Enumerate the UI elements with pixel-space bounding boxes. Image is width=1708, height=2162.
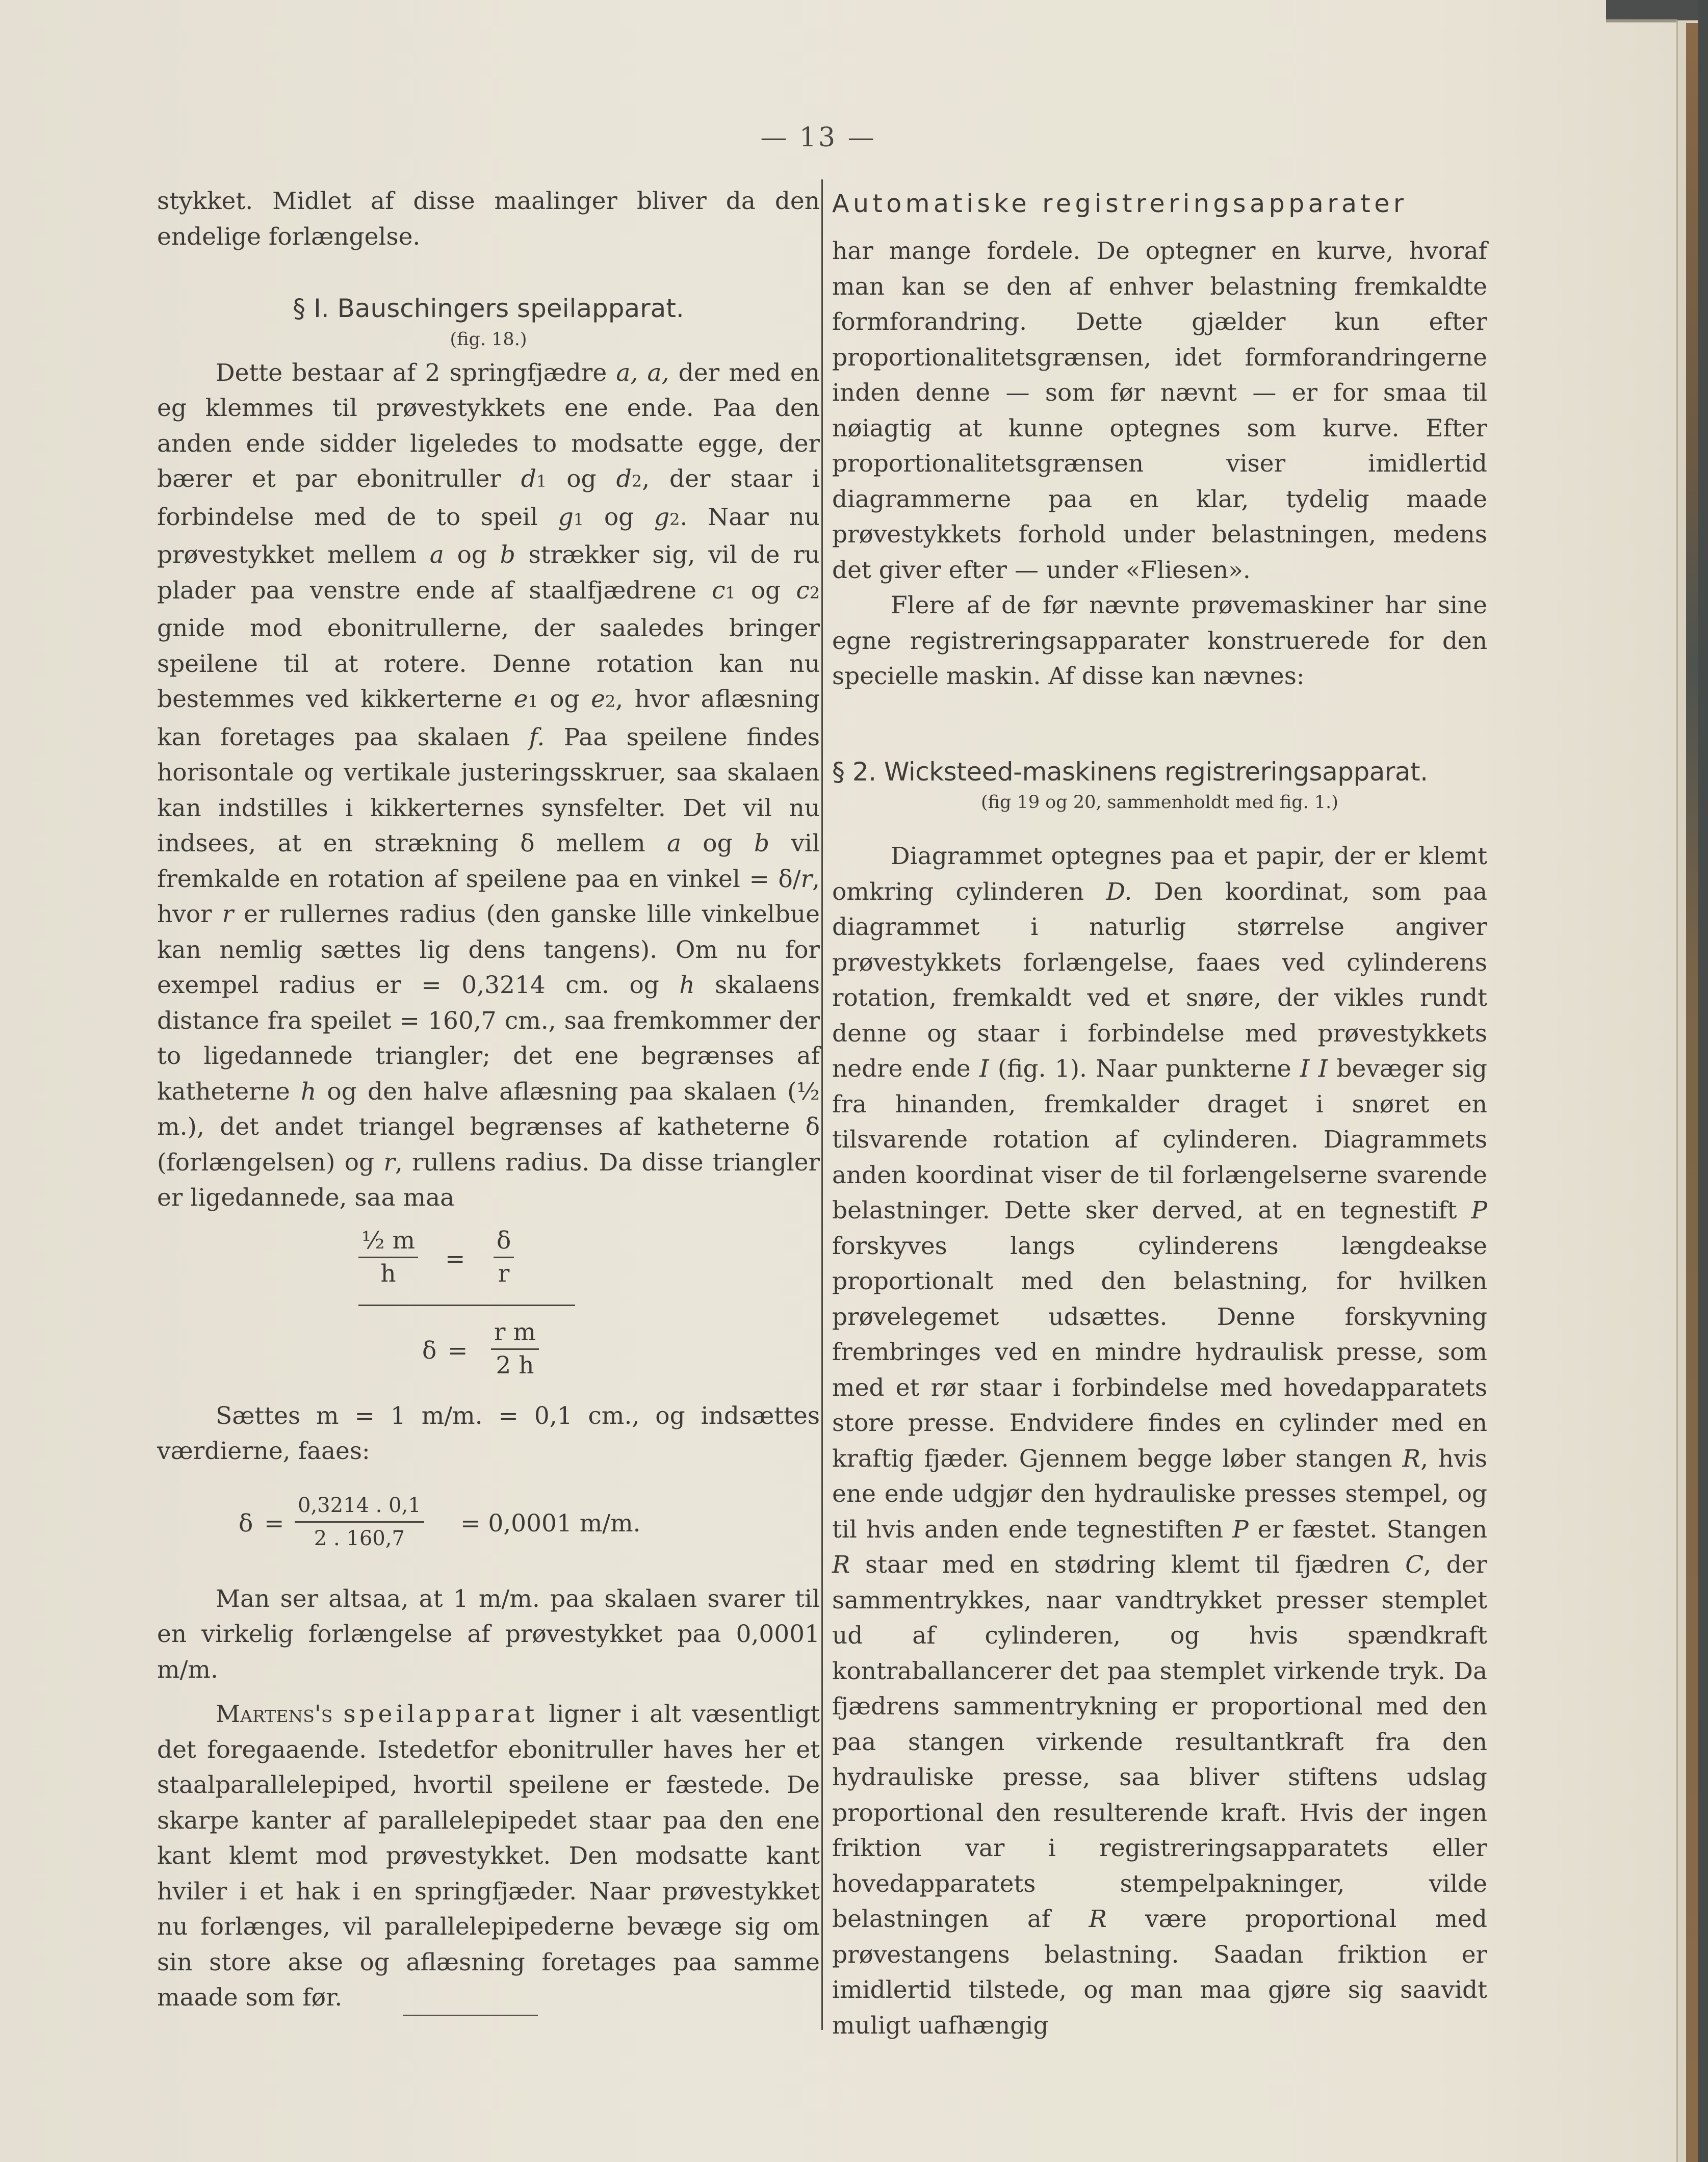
derivation-rule [358, 1305, 575, 1306]
column-divider [821, 179, 823, 2030]
numerator: δ [494, 1225, 514, 1258]
fraction-numeric [295, 1490, 424, 1554]
denominator: r [498, 1259, 510, 1288]
paragraph-wicksteed: Diagrammet optegnes paa et papir, der er klemt omkring cylinderen D. Den koordinat, som paa diagrammet i naturlig størrelse angiver prøvestykkets forlængelse, faaes ved cylinderens rotation, fremkaldt ved et snøre, der vikles rundt denne og staar i forbindelse med prøvestykkets nedre ende I (fig. 1). Naar punkterne I I bevæger sig fra hinanden, fremkalder draget i snøret en tilsvarende rotation af cylinderen. Diagrammets anden koordinat viser de til forlængelserne svarende belastninger. Dette sker derved, at en tegnestift P forskyves langs cylinderens længdeakse proportionalt med den belastning, for hvilken prøvelegemet udsættes. Denne forskyvning frembringes ved en mindre hydraulisk presse, som med et rør staar i forbindelse med hovedapparatets store presse. Endvidere findes en cylinder med en kraftig fjæder. Gjennem begge løber stangen R, hvis ene ende udgjør den hydrauliske presses stempel, og til hvis anden ende tegnestiften P er fæstet. Stangen R staar med en stødring klemt til fjædren C, der sammentrykkes, naar vandtrykket presser stemplet ud af cylinderen, og hvis spændkraft kontraballancerer det paa stemplet virkende tryk. Da fjædrens sammentrykning er proportional med den paa stangen virkende resultantkraft fra den hydrauliske presse, saa bliver stiftens udslag proportional den resulterende kraft. Hvis der ingen friktion var i registreringsapparatets eller hovedapparatets stempelpakninger, vilde belastningen af R være proportional med prøvestangens belastning. Saadan friktion er imidlertid tilstede, og man maa gjøre sig saavidt muligt uafhængig [832, 842, 1488, 2040]
numerator: 0,3214 . 0,1 [295, 1490, 424, 1523]
fraction-half-m-over-h [358, 1225, 418, 1290]
paragraph-bauschinger: Dette bestaar af 2 springfjædre a, a, der med en eg klemmes til prøvestykkets ene ende. Paa den anden ende sidder ligeledes to modsatte egge, der bærer et par ebonitruller d1 og d2, der staar i forbindelse med de to speil g1 og g2. Naar nu prøvestykket mellem a og b strækker sig, vil de ru plader paa venstre ende af staalfjædrene c1 og c2 gnide mod ebonitrullerne, der saaledes bringer speilene til at rotere. Denne rotation kan nu bestemmes ved kikkerterne e1 og e2, hvor aflæsning kan foretages paa skalaen f. Paa speilene findes horisontale og vertikale justeringsskruer, saa skalaen kan indstilles i kikkerternes synsfelter. Det vil nu indsees, at en strækning δ mellem a og b vil fremkalde en rotation af speilene paa en vinkel = δ/r, hvor r er rullernes radius (den ganske lille vinkelbue kan nemlig sættes lig dens tangens). Om nu for exempel radius er = 0,3214 cm. og h skalaens distance fra speilet = 160,7 cm., saa fremkommer der to ligedannede triangler; det ene begrænses af katheterne h og den halve aflæsning paa skalaen (½ m.), det andet triangel begrænses af katheterne δ (forlængelsen) og r, rullens radius. Da disse triangler er ligedannede, saa maa [157, 358, 820, 1212]
scan-background [1606, 0, 1708, 20]
section-heading-1: § I. Bauschingers speilapparat. [293, 294, 684, 323]
equation-result: = 0,0001 m/m. [460, 1509, 641, 1538]
paragraph-advantages: har mange fordele. De optegner en kurve, hvoraf man kan se den af enhver belastning fremkaldte formforandring. Dette gjælder kun efter proportionalitetsgrænsen, idet formforandringerne inden denne — som før nævnt — er for smaa til nøiagtig at kunne optegnes som kurve. Efter proportionalitetsgrænsen viser imidlertid diagrammerne paa en klar, tydelig maade prøvestykkets forhold under belastningen, medens det giver efter — under «Fliesen». [832, 237, 1487, 584]
numerator: ½ m [358, 1225, 418, 1258]
section-heading-2: § 2. Wicksteed-maskinens registreringsapparat. [832, 757, 1428, 787]
equals-sign: = [264, 1509, 284, 1538]
paragraph-martens: Martens's speilapparat ligner i alt væsentligt det foregaaende. Istedetfor ebonitruller haves her et staalparallelepiped, hvortil speilene er fæstede. De skarpe kanter af parallelepipedet staar paa den ene kant klemt mod prøvestykket. Den modsatte kant hviler i et hak i en springfjæder. Naar prøvestykket nu forlænges, vil parallelepipederne bevæge sig om sin store akse og aflæsning foretages paa samme maade som før. [157, 1700, 820, 2012]
denominator: 2 h [496, 1351, 534, 1379]
section-heading-automatic: Automatiske registreringsapparater [832, 189, 1408, 218]
fraction-delta-over-r [494, 1225, 514, 1290]
equals-sign: = [445, 1244, 465, 1273]
paragraph-substitution: Sættes m = 1 m/m. = 0,1 cm., og indsættes værdierne, faaes: [157, 1401, 820, 1465]
figure-reference-1: (fig. 18.) [450, 329, 527, 350]
equals-sign: = [448, 1336, 468, 1365]
left-column [157, 184, 820, 2016]
right-column [832, 184, 1487, 2043]
page-edge [1606, 19, 1677, 22]
page-number: — 13 — [760, 122, 876, 153]
denominator: h [380, 1259, 396, 1288]
delta-symbol: δ [239, 1509, 253, 1538]
scan-background-right [1698, 0, 1708, 2162]
denominator: 2 . 160,7 [314, 1526, 405, 1550]
paragraph-machines: Flere af de før nævnte prøvemaskiner har sine egne registreringsapparater konstruerede for den specielle maskin. Af disse kan nævnes: [832, 591, 1487, 690]
equation-numeric [157, 1474, 820, 1561]
fraction-rm-over-2h [491, 1317, 539, 1382]
equation-similar-triangles [157, 1225, 820, 1393]
numerator: r m [491, 1317, 539, 1350]
delta-symbol: δ [422, 1336, 437, 1365]
paragraph-continuation: stykket. Midlet af disse maalinger bliver da den endelige forlængelse. [157, 187, 820, 251]
paragraph-conclusion: Man ser altsaa, at 1 m/m. paa skalaen svarer til en virkelig forlængelse af prøvestykket paa 0,0001 m/m. [157, 1584, 820, 1684]
figure-reference-2: (fig 19 og 20, sammenholdt med fig. 1.) [981, 792, 1338, 813]
end-rule [403, 2015, 538, 2016]
